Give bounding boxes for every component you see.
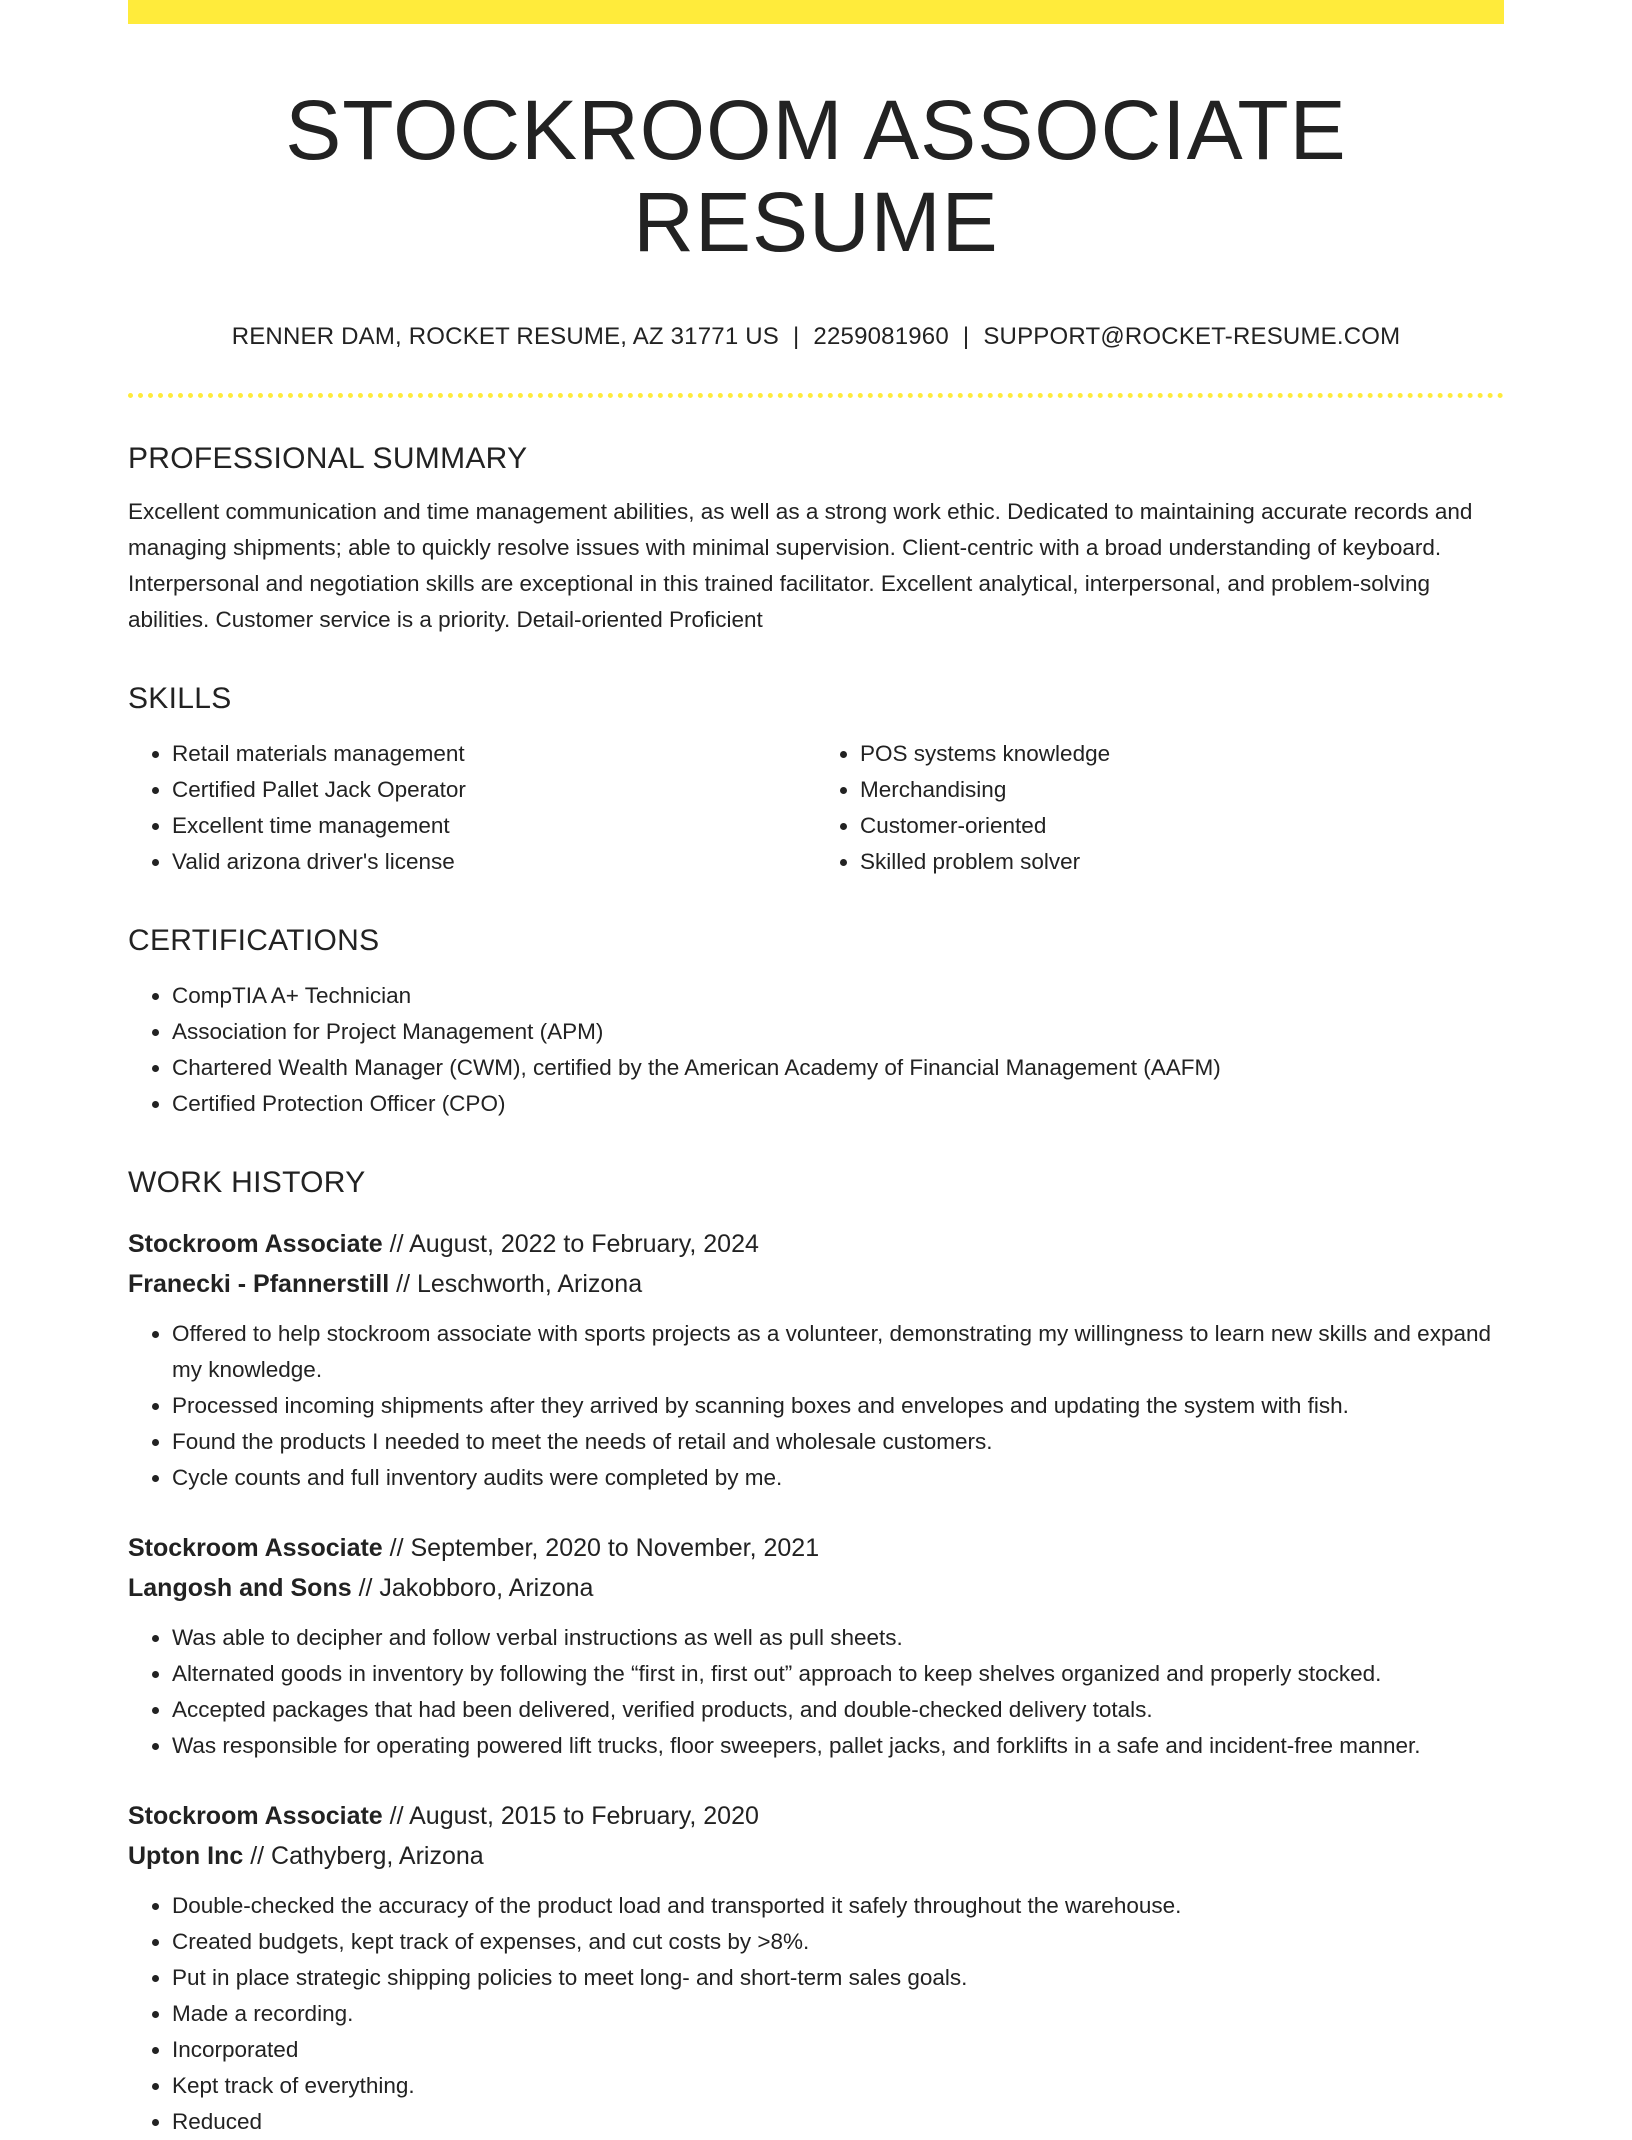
skill-item: • POS systems knowledge [860, 736, 1504, 772]
job-bullet: • Created budgets, kept track of expenses, and cut costs by >8%. [172, 1924, 1504, 1960]
job-dates: // August, 2022 to February, 2024 [382, 1229, 759, 1258]
job-bullet: • Double-checked the accuracy of the product load and transported it safely throughout the warehouse. [172, 1888, 1504, 1924]
job-bullet: • Cycle counts and full inventory audits were completed by me. [172, 1460, 1504, 1496]
contact-address: RENNER DAM, ROCKET RESUME, AZ 31771 US [231, 322, 779, 350]
certifications-list [128, 978, 1504, 1122]
job-bullet: • Alternated goods in inventory by following the “first in, first out” approach to keep shelves organized and properly stocked. [172, 1656, 1504, 1692]
job-dates: // September, 2020 to November, 2021 [382, 1533, 820, 1562]
job-company-line [128, 1836, 1504, 1876]
job-company: Langosh and Sons [128, 1573, 352, 1602]
contact-phone: 2259081960 [813, 322, 949, 350]
contact-line [128, 323, 1504, 351]
skills-list-left [128, 736, 816, 880]
job-location: // Leschworth, Arizona [389, 1269, 643, 1298]
resume-title: STOCKROOM ASSOCIATE RESUME [285, 83, 1347, 270]
work-history-heading: WORK HISTORY [128, 1165, 366, 1199]
job-location: // Cathyberg, Arizona [243, 1841, 484, 1870]
job-bullet: • Kept track of everything. [172, 2068, 1504, 2104]
job-bullet: • Reduced [172, 2104, 1504, 2140]
job-title-line [128, 1224, 1504, 1264]
contact-separator: | [792, 322, 800, 350]
summary-text: Excellent communication and time management abilities, as well as a strong work ethic. Dedicated to maintaining accurate records and managing shipments; able to quickly resolve issues with minimal supervision. Client-centric with a broad understanding of keyboard. Interpersonal and negotiation skills are exceptional in this trained facilitator. Excellent analytical, interpersonal, and problem-solving abilities. Customer service is a priority. Detail-oriented Proficient [128, 498, 1473, 632]
job-bullet: • Offered to help stockroom associate with sports projects as a volunteer, demonstrating my willingness to learn new skills and expand my knowledge. [172, 1316, 1504, 1388]
job-title-line [128, 1796, 1504, 1836]
job-bullet: • Accepted packages that had been delivered, verified products, and double-checked delivery totals. [172, 1692, 1504, 1728]
job-bullet: • Processed incoming shipments after they arrived by scanning boxes and envelopes and updating the system with fish. [172, 1388, 1504, 1424]
dotted-divider [128, 393, 1504, 398]
job-bullet: • Made a recording. [172, 1996, 1504, 2032]
summary-heading: PROFESSIONAL SUMMARY [128, 441, 528, 475]
job-company-line [128, 1264, 1504, 1304]
skills-heading: SKILLS [128, 681, 232, 715]
skill-item: • Excellent time management [172, 808, 816, 844]
skills-columns [128, 736, 1504, 880]
skill-item: • Valid arizona driver's license [172, 844, 816, 880]
job-entry [128, 1528, 1504, 1764]
job-company-line [128, 1568, 1504, 1608]
top-accent-bar [128, 0, 1504, 24]
job-bullets [128, 1316, 1504, 1496]
contact-separator: | [962, 322, 970, 350]
job-title: Stockroom Associate [128, 1533, 383, 1562]
skill-item: • Retail materials management [172, 736, 816, 772]
contact-email: SUPPORT@ROCKET-RESUME.COM [983, 322, 1401, 350]
certification-item: • Association for Project Management (APM) [172, 1014, 1504, 1050]
skill-item: • Customer-oriented [860, 808, 1504, 844]
skills-list-right [816, 736, 1504, 880]
job-bullets [128, 1620, 1504, 1764]
job-bullets [128, 1888, 1504, 2140]
job-bullet: • Was able to decipher and follow verbal instructions as well as pull sheets. [172, 1620, 1504, 1656]
job-dates: // August, 2015 to February, 2020 [382, 1801, 759, 1830]
job-title-line [128, 1528, 1504, 1568]
job-bullet: • Found the products I needed to meet the needs of retail and wholesale customers. [172, 1424, 1504, 1460]
job-bullet: • Was responsible for operating powered lift trucks, floor sweepers, pallet jacks, and forklifts in a safe and incident-free manner. [172, 1728, 1504, 1764]
job-entry [128, 1796, 1504, 2140]
job-bullet: • Put in place strategic shipping policies to meet long- and short-term sales goals. [172, 1960, 1504, 1996]
job-company: Upton Inc [128, 1841, 244, 1870]
skill-item: • Certified Pallet Jack Operator [172, 772, 816, 808]
skill-item: • Merchandising [860, 772, 1504, 808]
resume-page [128, 0, 1504, 2140]
certification-item: • Chartered Wealth Manager (CWM), certified by the American Academy of Financial Management (AAFM) [172, 1050, 1504, 1086]
certifications-heading: CERTIFICATIONS [128, 923, 380, 957]
job-bullet: • Incorporated [172, 2032, 1504, 2068]
job-title: Stockroom Associate [128, 1801, 383, 1830]
job-title: Stockroom Associate [128, 1229, 383, 1258]
certification-item: • CompTIA A+ Technician [172, 978, 1504, 1014]
job-entry [128, 1224, 1504, 1496]
job-company: Franecki - Pfannerstill [128, 1269, 390, 1298]
job-location: // Jakobboro, Arizona [351, 1573, 594, 1602]
certification-item: • Certified Protection Officer (CPO) [172, 1086, 1504, 1122]
skill-item: • Skilled problem solver [860, 844, 1504, 880]
